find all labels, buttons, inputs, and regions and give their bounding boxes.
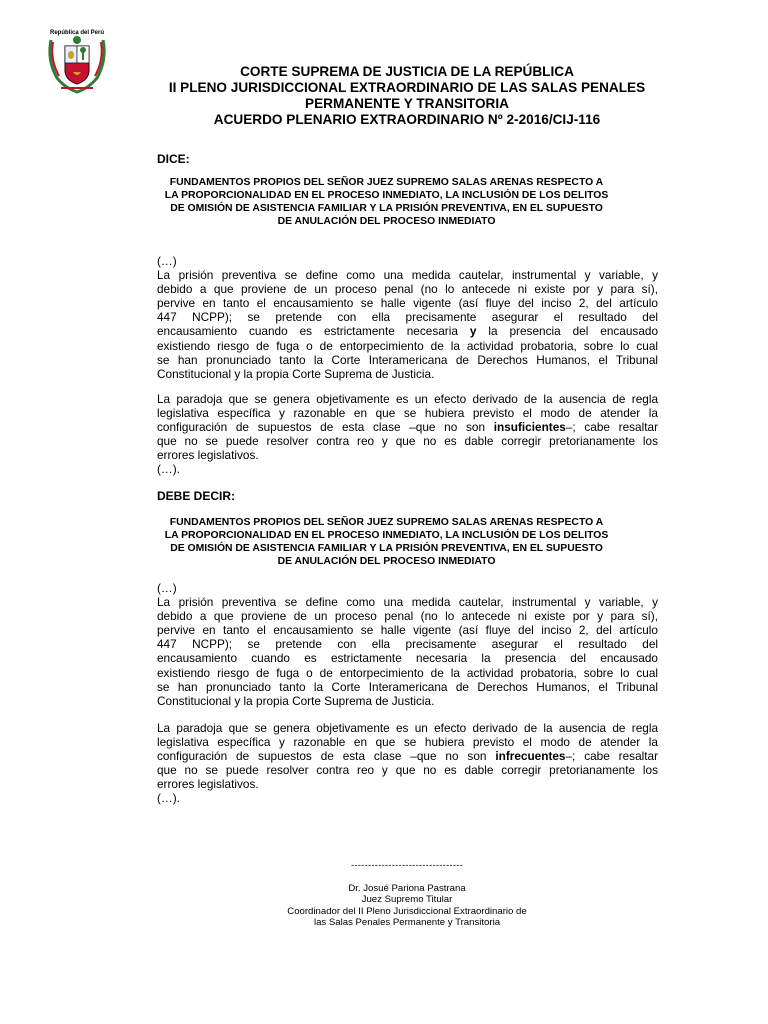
paragraph-line: que no se puede resolver contra reo y que no es dable corregir pretorianamente los — [157, 434, 658, 449]
seal-caption: República del Perú — [49, 30, 104, 36]
signatory-role: Coordinador del II Pleno Jurisdiccional Extraordinario de — [287, 905, 527, 917]
subheading-line: FUNDAMENTOS PROPIOS DEL SEÑOR JUEZ SUPREMO SALAS ARENAS RESPECTO A — [169, 517, 604, 528]
bold-word: y — [469, 324, 477, 339]
paragraph-line: 447 NCPP); se pretende con ella precisamente asegurar el resultado del — [157, 637, 658, 652]
paragraph-line: legislativa específica y razonable en que se hubiera previsto el modo de atender la — [157, 735, 658, 750]
debe-decir-subheading — [157, 516, 616, 568]
dice-paragraph-1 — [157, 254, 658, 381]
bold-word: infrecuentes — [495, 749, 566, 764]
debe-decir-label: DEBE DECIR: — [157, 489, 236, 503]
paragraph-line: que no se puede resolver contra reo y que no es dable corregir pretorianamente los — [157, 763, 658, 778]
coat-of-arms-icon — [45, 30, 109, 94]
paragraph-line: Constitucional y la propia Corte Suprema de Justicia. — [157, 693, 435, 708]
paragraph-line: existiendo riesgo de fuga o de entorpecimiento de la actividad probatoria, sobre lo cual — [157, 665, 658, 680]
header-court: CORTE SUPREMA DE JUSTICIA DE LA REPÚBLICA — [240, 64, 574, 79]
header-agreement: ACUERDO PLENARIO EXTRAORDINARIO Nº 2-2016/CIJ-116 — [213, 112, 601, 127]
ellipsis-close: (…). — [157, 462, 180, 477]
signatory-title: Juez Supremo Titular — [361, 894, 453, 905]
subheading-line: DE ANULACIÓN DEL PROCESO INMEDIATO — [277, 556, 496, 567]
dice-paragraph-2 — [157, 392, 658, 477]
paragraph-line: La prisión preventiva se define como una medida cautelar, instrumental y variable, y — [157, 595, 658, 610]
paragraph-line: pervive en tanto el encausamiento se halle vigente (así fluye del inciso 2, del artículo — [157, 623, 658, 638]
paragraph-line: configuración de supuestos de esta clase –que no son insuficientes–; cabe resaltar — [157, 420, 658, 435]
subheading-line: DE OMISIÓN DE ASISTENCIA FAMILIAR Y LA PRISIÓN PREVENTIVA, EN EL SUPUESTO — [170, 543, 603, 554]
signatory-role: las Salas Penales Permanente y Transitoria — [313, 917, 501, 928]
paragraph-line: La paradoja que se genera objetivamente es un efecto derivado de la ausencia de regla — [157, 392, 658, 406]
subheading-line: DE ANULACIÓN DEL PROCESO INMEDIATO — [277, 216, 496, 227]
subheading-line: LA PROPORCIONALIDAD EN EL PROCESO INMEDIATO, LA INCLUSIÓN DE LOS DELITOS — [164, 530, 609, 541]
paragraph-line: Constitucional y la propia Corte Suprema de Justicia. — [157, 366, 435, 381]
signature-line: --------------------------------- — [350, 860, 464, 871]
subheading-line: FUNDAMENTOS PROPIOS DEL SEÑOR JUEZ SUPREMO SALAS ARENAS RESPECTO A — [169, 177, 604, 188]
paragraph-line: debido a que proviene de un proceso penal (no lo antecede ni existe por y para sí), — [157, 282, 658, 297]
paragraph-line: 447 NCPP); se pretende con ella precisamente asegurar el resultado del — [157, 310, 658, 325]
paragraph-line: debido a que proviene de un proceso penal (no lo antecede ni existe por y para sí), — [157, 609, 658, 624]
signatory-name: Dr. Josué Pariona Pastrana — [348, 882, 466, 894]
paragraph-line: errores legislativos. — [157, 777, 259, 792]
ellipsis-open: (…) — [157, 254, 177, 268]
paragraph-line: se han pronunciado tanto la Corte Interamericana de Derechos Humanos, el Tribunal — [157, 679, 658, 694]
paragraph-line: La paradoja que se genera objetivamente es un efecto derivado de la ausencia de regla — [157, 721, 658, 735]
paragraph-line: se han pronunciado tanto la Corte Interamericana de Derechos Humanos, el Tribunal — [157, 352, 658, 367]
paragraph-line: existiendo riesgo de fuga o de entorpecimiento de la actividad probatoria, sobre lo cual — [157, 338, 658, 353]
paragraph-line: encausamiento cuando es estrictamente necesaria y la presencia del encausado — [157, 324, 659, 339]
ellipsis-open: (…) — [157, 581, 177, 595]
paragraph-line: errores legislativos. — [157, 448, 259, 463]
header-plenary: II PLENO JURISDICCIONAL EXTRAORDINARIO DE LAS SALAS PENALES — [168, 80, 646, 95]
paragraph-line: configuración de supuestos de esta clase –que no son infrecuentes–; cabe resaltar — [157, 749, 659, 764]
debe-decir-paragraph-2 — [157, 721, 658, 806]
paragraph-line: La prisión preventiva se define como una medida cautelar, instrumental y variable, y — [157, 268, 658, 283]
subheading-line: DE OMISIÓN DE ASISTENCIA FAMILIAR Y LA PRISIÓN PREVENTIVA, EN EL SUPUESTO — [170, 203, 603, 214]
paragraph-line: legislativa específica y razonable en que se hubiera previsto el modo de atender la — [157, 406, 658, 421]
dice-subheading — [157, 176, 616, 228]
paragraph-line: encausamiento cuando es estrictamente necesaria la presencia del encausado — [157, 651, 658, 666]
ellipsis-close: (…). — [157, 791, 180, 806]
document-header — [140, 64, 674, 128]
bold-word: insuficientes — [493, 420, 566, 435]
signature-block — [250, 860, 564, 929]
header-chambers: PERMANENTE Y TRANSITORIA — [305, 96, 509, 111]
dice-label: DICE: — [157, 152, 190, 166]
subheading-line: LA PROPORCIONALIDAD EN EL PROCESO INMEDIATO, LA INCLUSIÓN DE LOS DELITOS — [164, 190, 609, 201]
paragraph-line: pervive en tanto el encausamiento se halle vigente (así fluye del inciso 2, del artículo — [157, 296, 658, 311]
debe-decir-paragraph-1 — [157, 581, 658, 708]
